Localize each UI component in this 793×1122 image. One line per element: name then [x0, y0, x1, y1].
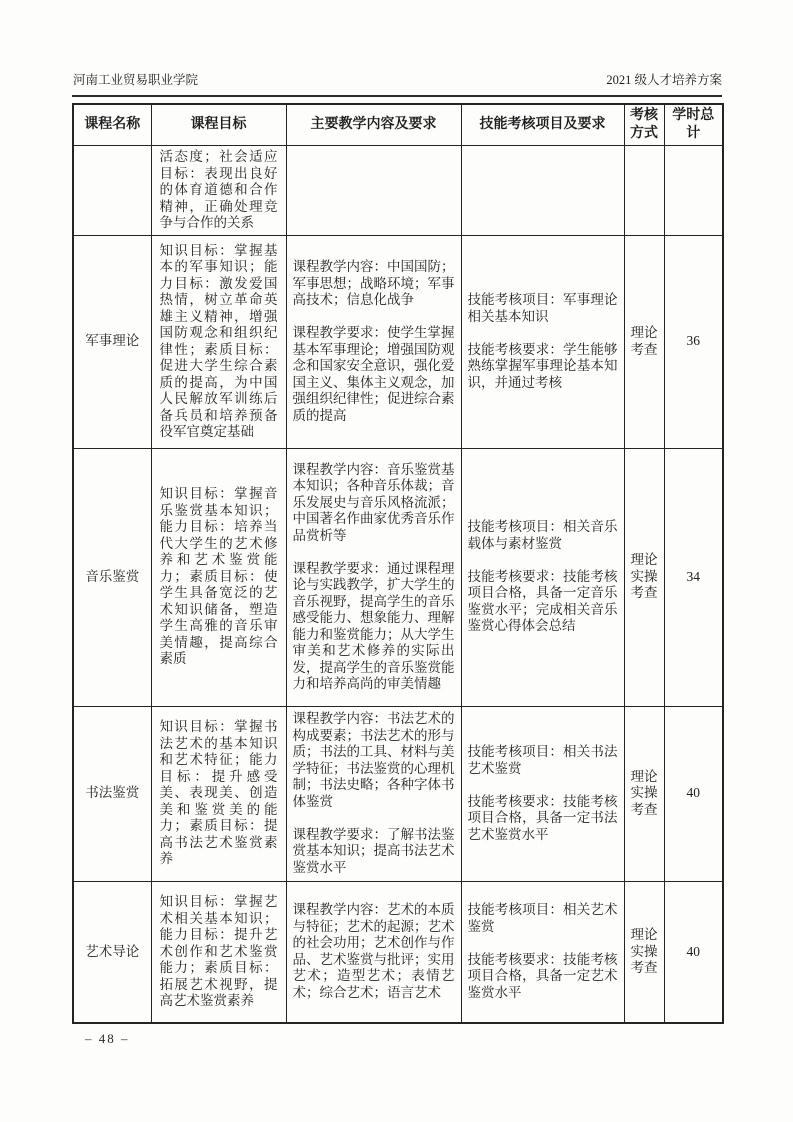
cell-paragraph: 课程教学内容：书法艺术的构成要素；书法艺术的形与质；书法的工具、材料与美学特征；书法鉴赏的心理机制；书法史略；各种字体书体鉴赏 [292, 711, 455, 809]
course-name-cell [73, 235, 151, 448]
cell-paragraph: 课程教学内容：音乐鉴赏基本知识；各种音乐体裁；音乐发展史与音乐风格流派；中国著名作曲家优秀音乐作品赏析等 [292, 461, 455, 543]
total-hours-cell [664, 881, 723, 1023]
skill-assessment-cell [461, 706, 624, 881]
cell-paragraph: 理论考查 [630, 325, 658, 357]
cell-paragraph: 书法鉴赏 [85, 785, 140, 801]
cell-paragraph: 军事理论 [85, 333, 140, 349]
course-objectives-cell [151, 881, 286, 1023]
assessment-method-cell [624, 881, 664, 1023]
course-table-body [73, 146, 723, 1024]
teaching-content-cell [286, 146, 461, 236]
table-row [73, 706, 723, 881]
cell-paragraph: 技能考核要求：技能考核项目合格，具备一定书法艺术鉴赏水平 [467, 793, 618, 842]
cell-paragraph: 艺术导论 [85, 943, 140, 959]
cell-paragraph: 活态度；社会适应目标：表现出良好的体育道德和合作精神，正确处理竞争与合作的关系 [159, 149, 278, 230]
teaching-content-cell [286, 448, 461, 706]
cell-paragraph: 知识目标：掌握音乐鉴赏基本知识；能力目标：培养当代大学生的艺术修养和艺术鉴赏能力；素质目标：使学生具备宽泛的艺术知识储备，塑造学生高雅的音乐审美情趣，提高综合素质 [159, 486, 278, 667]
skill-assessment-cell [461, 146, 624, 236]
course-objectives-cell [151, 706, 286, 881]
table-row [73, 146, 723, 236]
cell-paragraph: 技能考核要求：技能考核项目合格，具备一定艺术鉴赏水平 [467, 951, 618, 1000]
header-rule [72, 95, 722, 97]
teaching-content-cell [286, 235, 461, 448]
cell-paragraph: 课程教学内容：艺术的本质与特征；艺术的起源；艺术的社会功用；艺术创作与作品、艺术鉴赏与批评；实用艺术；造型艺术；表情艺术；综合艺术；语言艺术 [292, 902, 455, 1000]
cell-paragraph: 理论实操考查 [630, 927, 658, 975]
cell-paragraph: 技能考核项目：相关艺术鉴赏 [467, 902, 618, 934]
assessment-method-cell [624, 448, 664, 706]
cell-paragraph: 36 [686, 333, 700, 349]
table-row [73, 448, 723, 706]
cell-paragraph: 40 [686, 943, 700, 959]
cell-paragraph: 40 [686, 785, 700, 801]
cell-paragraph: 知识目标：掌握书法艺术的基本知识和艺术特征；能力目标：提升感受美、表现美、创造美和鉴赏美的能力；素质目标：提高书法艺术鉴赏素养 [159, 719, 278, 867]
cell-paragraph: 技能考核要求：学生能够熟练掌握军事理论基本知识，并通过考核 [467, 341, 618, 390]
course-table [72, 103, 724, 1024]
teaching-content-cell [286, 881, 461, 1023]
cell-paragraph: 知识目标：掌握基本的军事知识；能力目标：激发爱国热情，树立革命英雄主义精神，增强国防观念和组织纪律性；素质目标：促进大学生综合素质的提高，为中国人民解放军训练后备兵员和培养预备役军官奠定基础 [159, 242, 278, 439]
page-number: – 48 – [85, 1031, 130, 1046]
cell-paragraph: 技能考核要求：技能考核项目合格，具备一定音乐鉴赏水平；完成相关音乐鉴赏心得体会总结 [467, 568, 618, 634]
course-objectives-cell [151, 146, 286, 236]
skill-assessment-cell [461, 448, 624, 706]
cell-paragraph: 技能考核项目：相关音乐载体与素材鉴赏 [467, 519, 618, 551]
table-row [73, 881, 723, 1023]
course-name-cell [73, 881, 151, 1023]
cell-paragraph: 课程教学要求：通过课程理论与实践教学，扩大学生的音乐视野，提高学生的音乐感受能力、想象能力、理解能力和鉴赏能力；从大学生审美和艺术修养的实际出发，提高学生的音乐鉴赏能力和培养高尚的审美情趣 [292, 560, 455, 691]
cell-paragraph: 理论实操考查 [630, 768, 658, 817]
total-hours-cell [664, 448, 723, 706]
skill-assessment-cell [461, 881, 624, 1023]
running-header [73, 72, 722, 88]
cell-paragraph: 知识目标：掌握艺术相关基本知识；能力目标：提升艺术创作和艺术鉴赏能力；素质目标：拓展艺术视野，提高艺术鉴赏素养 [159, 894, 278, 1008]
col-header-skill-assessment: 技能考核项目及要求 [461, 104, 624, 146]
col-header-total-hours: 学时总计 [664, 104, 723, 146]
course-objectives-cell [151, 448, 286, 706]
assessment-method-cell [624, 235, 664, 448]
cell-paragraph: 技能考核项目：相关书法艺术鉴赏 [467, 744, 618, 776]
cell-paragraph: 课程教学要求：使学生掌握基本军事理论；增强国防观念和国家安全意识，强化爱国主义、集体主义观念，加强组织纪律性；促进综合素质的提高 [292, 325, 455, 423]
running-header-right: 2021 级人才培养方案 [606, 73, 722, 87]
total-hours-cell [664, 235, 723, 448]
course-objectives-cell [151, 235, 286, 448]
header-row [73, 104, 723, 146]
cell-paragraph: 课程教学要求：了解书法鉴赏基本知识；提高书法艺术鉴赏水平 [292, 826, 455, 875]
course-name-cell [73, 448, 151, 706]
running-header-left: 河南工业贸易职业学院 [73, 73, 199, 87]
teaching-content-cell [286, 706, 461, 881]
cell-paragraph: 音乐鉴赏 [85, 568, 140, 584]
skill-assessment-cell [461, 235, 624, 448]
cell-paragraph: 理论实操考查 [630, 552, 658, 601]
cell-paragraph: 课程教学内容：中国国防；军事思想；战略环境；军事高技术；信息化战争 [292, 259, 455, 307]
table-row [73, 235, 723, 448]
assessment-method-cell [624, 146, 664, 236]
col-header-assessment-method: 考核方式 [624, 104, 664, 146]
cell-paragraph: 技能考核项目：军事理论相关基本知识 [467, 292, 618, 324]
col-header-teaching-content: 主要教学内容及要求 [286, 104, 461, 146]
assessment-method-cell [624, 706, 664, 881]
total-hours-cell [664, 146, 723, 236]
col-header-course-name: 课程名称 [73, 104, 151, 146]
course-name-cell [73, 146, 151, 236]
total-hours-cell [664, 706, 723, 881]
cell-paragraph: 34 [686, 568, 700, 584]
course-table-header [73, 104, 723, 146]
col-header-course-objectives: 课程目标 [151, 104, 286, 146]
page-footer [85, 1031, 130, 1047]
course-name-cell [73, 706, 151, 881]
